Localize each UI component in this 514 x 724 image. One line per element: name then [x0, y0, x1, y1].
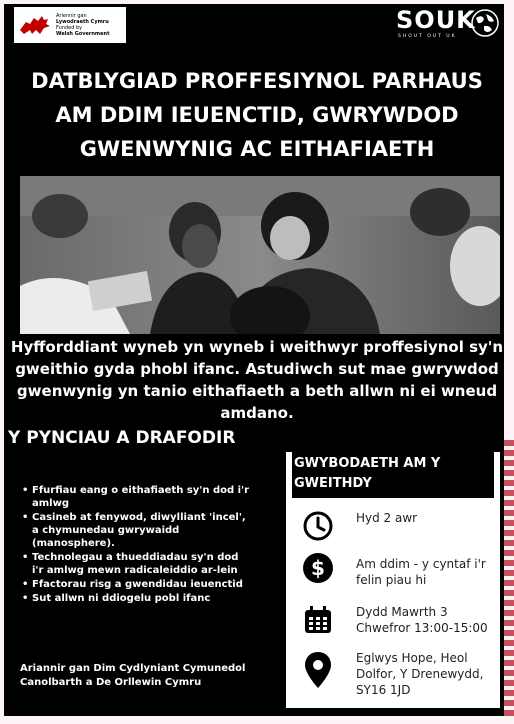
topics-heading: Y PYNCIAU A DRAFODIR	[8, 428, 236, 448]
dollar-icon	[302, 552, 334, 584]
location-text	[356, 650, 502, 698]
workshop-photo	[20, 176, 500, 334]
title-line: AM DDIM IEUENCTID, GWRYWDOD	[55, 103, 459, 127]
date-text	[356, 604, 502, 636]
list-item-line: • Ffurfiau eang o eithafiaeth sy'n dod i'r	[32, 485, 250, 496]
info-heading-line: GWYBODAETH AM Y	[294, 456, 441, 471]
globe-icon	[470, 8, 500, 38]
clock-icon	[302, 510, 334, 542]
list-item-line: (manosphere).	[32, 538, 115, 549]
info-line: felin piau hi	[356, 573, 427, 587]
list-item-line: • Technolegau a thueddiadau sy'n dod	[32, 552, 239, 563]
title-line: GWENWYNIG AC EITHAFIAETH	[79, 137, 435, 161]
info-line: Eglwys Hope, Heol	[356, 651, 468, 665]
list-item-line: • Ffactorau risg a gwendidau ieuenctid	[32, 579, 243, 590]
info-line: Dydd Mawrth 3	[356, 605, 448, 619]
intro-line: Hyfforddiant wyneb yn wyneb i weithwyr proffesiynol sy'n	[10, 338, 504, 356]
welsh-government-logo	[14, 7, 126, 43]
funder-line: Ariannir gan Dim Cydlyniant Cymunedol	[20, 663, 246, 674]
title-line: DATBLYGIAD PROFFESIYNOL PARHAUS	[31, 69, 483, 93]
list-item-line: a chymunedau gwrywaidd	[32, 525, 180, 536]
welsh-dragon-icon	[18, 12, 52, 38]
list-item-line: i'r amlwg mewn radicaleiddio ar-lein	[32, 565, 238, 576]
funder-note	[20, 662, 290, 690]
info-line: Dolfor, Y Drenewydd,	[356, 667, 484, 681]
page-title	[0, 64, 514, 166]
logo-line: Funded by	[56, 25, 83, 31]
list-item	[32, 551, 294, 577]
info-heading-line: GWEITHDY	[294, 476, 372, 491]
svg-text:$: $	[311, 556, 325, 580]
info-line: Hyd 2 awr	[356, 511, 418, 525]
topics-list	[22, 484, 294, 606]
info-line: Am ddim - y cyntaf i'r	[356, 557, 486, 571]
list-item-line: • Sut allwn ni ddiogelu pobl ifanc	[32, 593, 211, 604]
logo-caption	[56, 13, 109, 37]
list-item	[32, 578, 294, 591]
workshop-info-panel	[286, 452, 500, 708]
intro-line: amdano.	[220, 404, 294, 422]
map-pin-icon	[302, 650, 334, 690]
list-item	[32, 484, 294, 510]
souk-logo	[396, 6, 500, 42]
duration-text	[356, 510, 502, 526]
calendar-icon	[302, 604, 334, 636]
list-item	[32, 592, 294, 605]
logo-line: Lywodraeth Cymru	[56, 19, 109, 25]
info-heading	[292, 452, 494, 498]
logo-line: Welsh Government	[56, 31, 110, 37]
list-item-line: amlwg	[32, 498, 69, 509]
intro-line: gweithio gyda phobl ifanc. Astudiwch sut mae gwrywdod	[15, 360, 499, 378]
list-item-line: • Casineb at fenywod, diwylliant 'incel',	[32, 512, 246, 523]
list-item	[32, 511, 294, 550]
intro-line: gwenwynig yn tanio eithafiaeth a beth allwn ni ei wneud	[16, 382, 498, 400]
logo-line: Ariennir gan	[56, 13, 87, 19]
intro-paragraph	[0, 336, 514, 424]
funder-line: Canolbarth a De Orllewin Cymru	[20, 677, 202, 688]
info-line: Chwefror 13:00-15:00	[356, 621, 488, 635]
souk-tagline: SHOUT OUT UK	[398, 34, 457, 39]
cost-text	[356, 556, 502, 588]
info-line: SY16 1JD	[356, 683, 411, 697]
souk-wordmark: SOUK	[396, 6, 476, 34]
decorative-dashed-border	[504, 440, 514, 720]
